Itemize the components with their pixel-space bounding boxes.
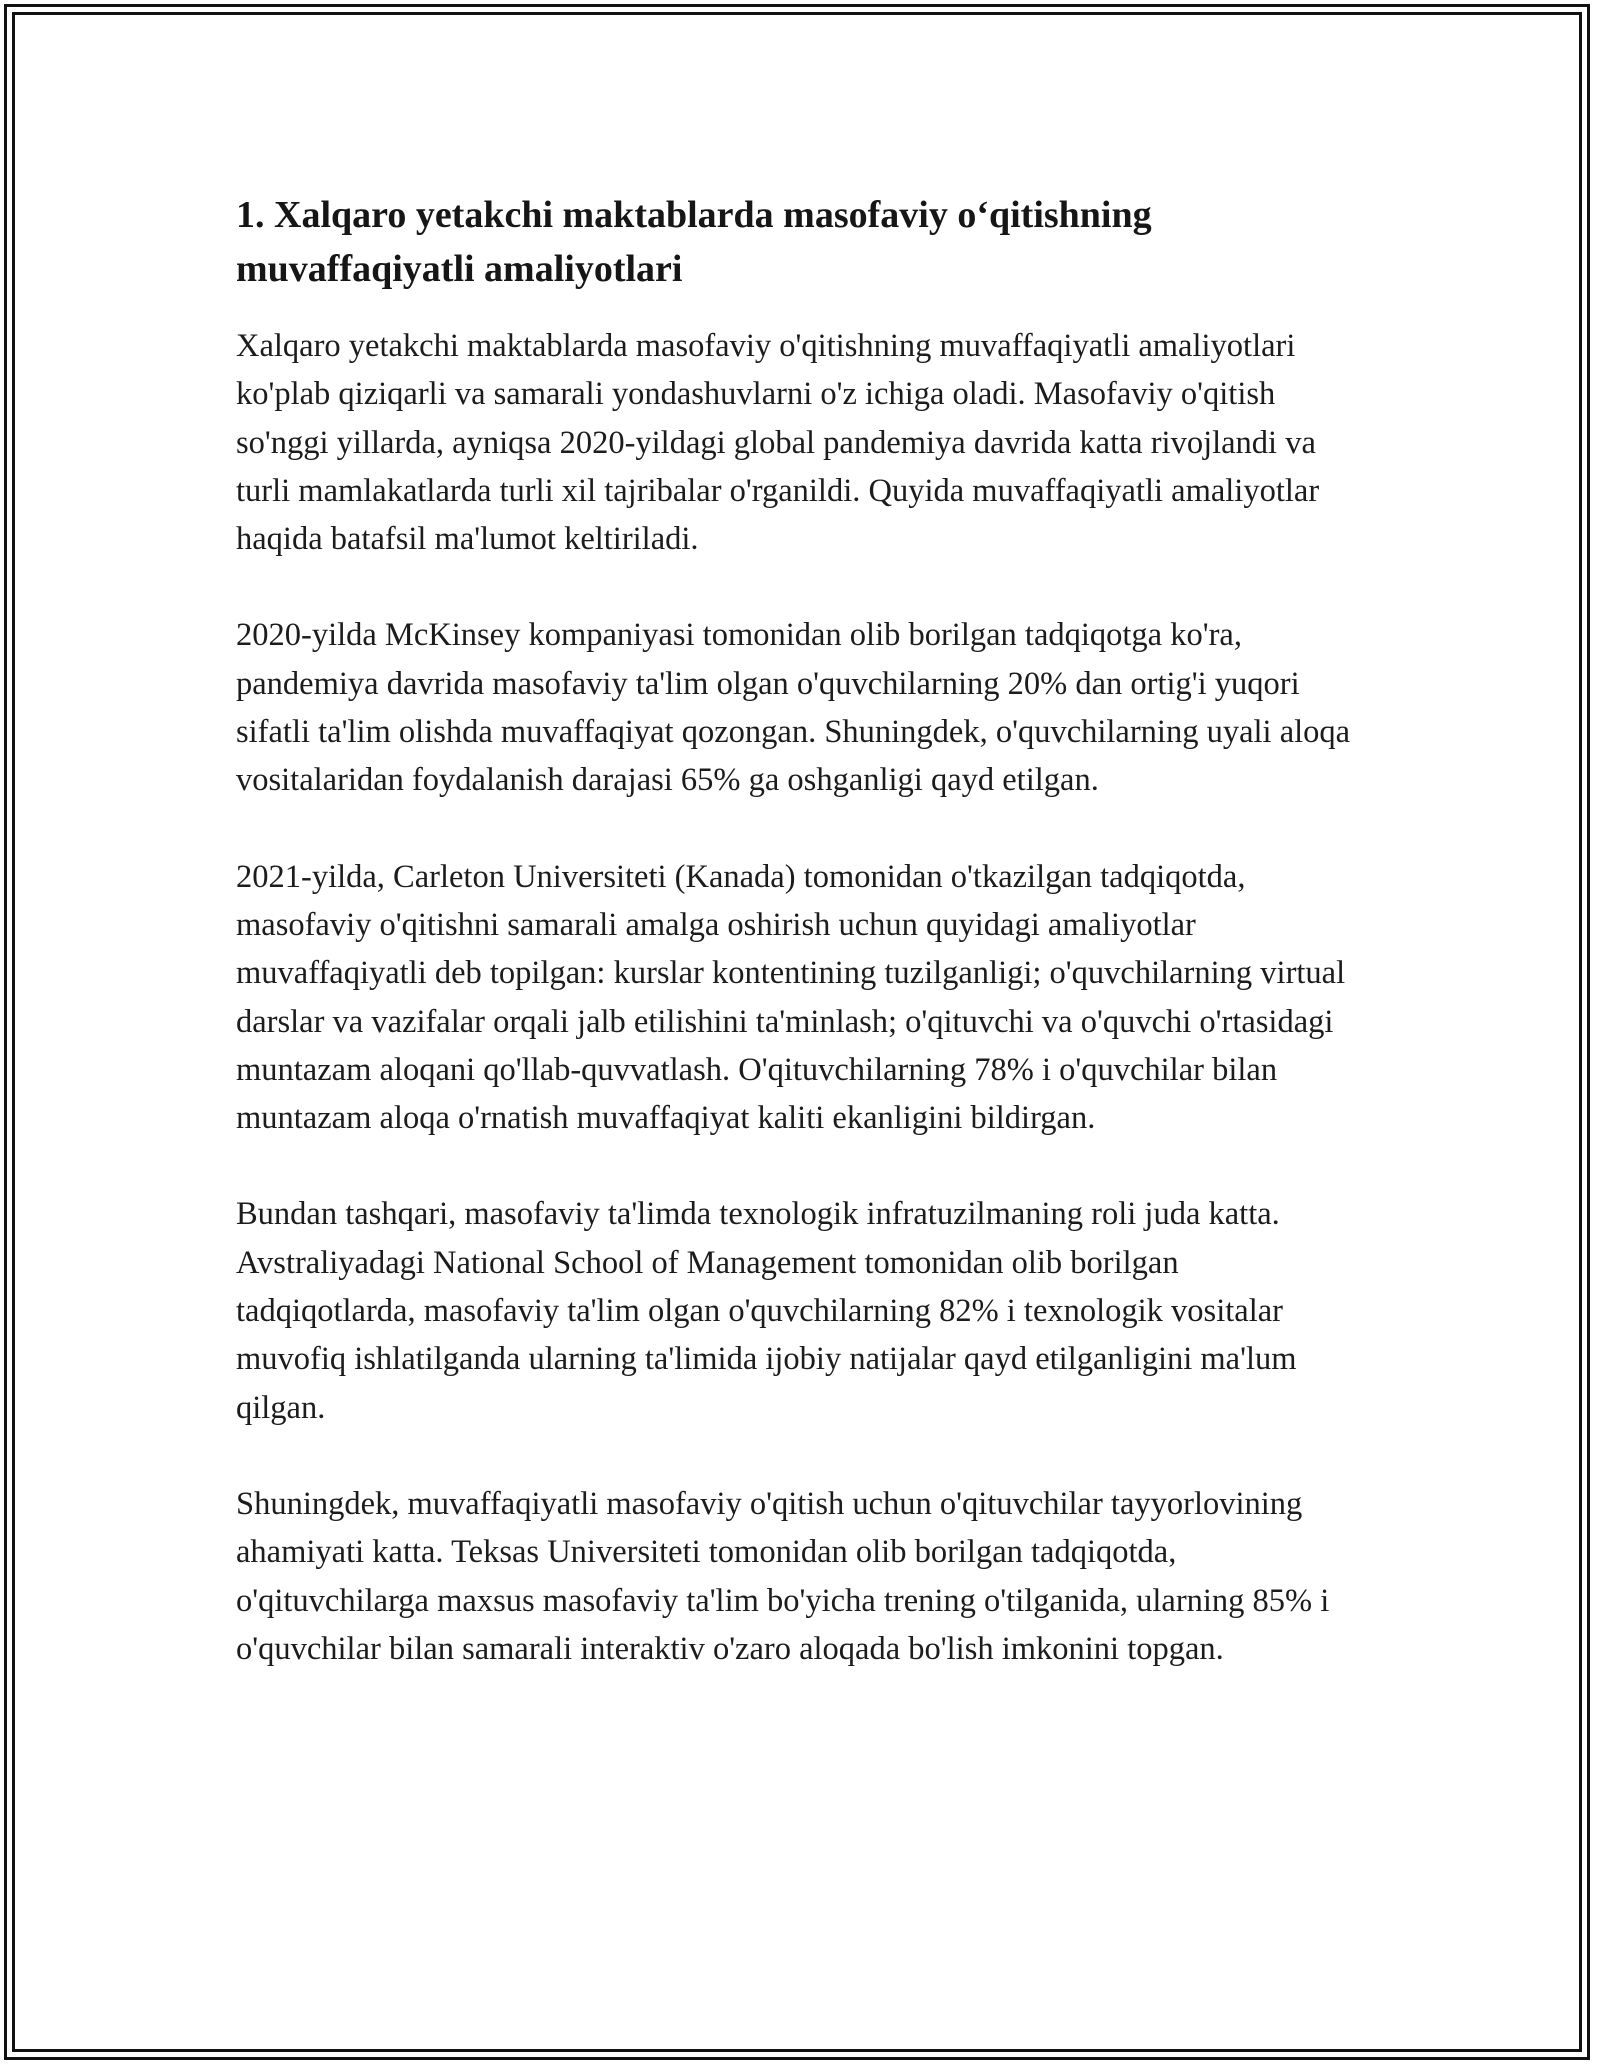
paragraph-carleton: 2021-yilda, Carleton Universiteti (Kanada) tomonidan o'tkazilgan tadqiqotda, masofaviy o'qitishni samarali amalga oshirish uchun quyidagi amaliyotlar muvaffaqiyatli deb topilgan: kurslar kontentining tuzilganligi; o'quvchilarning virtual darslar va vazifalar orqali jalb etilishini ta'minlash; o'qituvchi va o'quvchi o'rtasidagi muntazam aloqani qo'llab-quvvatlash. O'qituvchilarning 78% i o'quvchilar bilan muntazam aloqa o'rnatish muvaffaqiyat kaliti ekanligini bildirgan. bbox=[236, 858, 1346, 1137]
document-body bbox=[236, 188, 1366, 1721]
paragraph-teacher-training: Shuningdek, muvaffaqiyatli masofaviy o'qitish uchun o'qituvchilar tayyorlovining ahamiyati katta. Teksas Universiteti tomonidan olib borilgan tadqiqotda, o'qituvchilarga maxsus masofaviy ta'lim bo'yicha trening o'tilganida, ularning 85% i o'quvchilar bilan samarali interaktiv o'zaro aloqada bo'lish imkonini topgan. bbox=[236, 1485, 1330, 1667]
paragraph-mckinsey: 2020-yilda McKinsey kompaniyasi tomonidan olib borilgan tadqiqotga ko'ra, pandemiya davrida masofaviy ta'lim olgan o'quvchilarning 20% dan ortig'i yuqori sifatli ta'lim olishda muvaffaqiyat qozongan. Shuningdek, o'quvchilarning uyali aloqa vositalaridan foydalanish darajasi 65% ga oshganligi qayd etilgan. bbox=[236, 617, 1351, 799]
paragraph-intro: Xalqaro yetakchi maktablarda masofaviy o'qitishning muvaffaqiyatli amaliyotlari ko'plab qiziqarli va samarali yondashuvlarni o'z ichiga oladi. Masofaviy o'qitish so'nggi yillarda, ayniqsa 2020-yildagi global pandemiya davrida katta rivojlandi va turli mamlakatlarda turli xil tajribalar o'rganildi. Quyida muvaffaqiyatli amaliyotlar haqida batafsil ma'lumot keltiriladi. bbox=[236, 328, 1320, 558]
paragraph-infrastructure: Bundan tashqari, masofaviy ta'limda texnologik infratuzilmaning roli juda katta. Avstraliyadagi National School of Management tomonidan olib borilgan tadqiqotlarda, masofaviy ta'lim olgan o'quvchilarning 82% i texnologik vositalar muvofiq ishlatilganda ularning ta'limida ijobiy natijalar qayd etilganligini ma'lum qilgan. bbox=[236, 1196, 1297, 1426]
section-heading: 1. Xalqaro yetakchi maktablarda masofaviy o‘qitishning muvaffaqiyatli amaliyotlari bbox=[236, 194, 1152, 290]
